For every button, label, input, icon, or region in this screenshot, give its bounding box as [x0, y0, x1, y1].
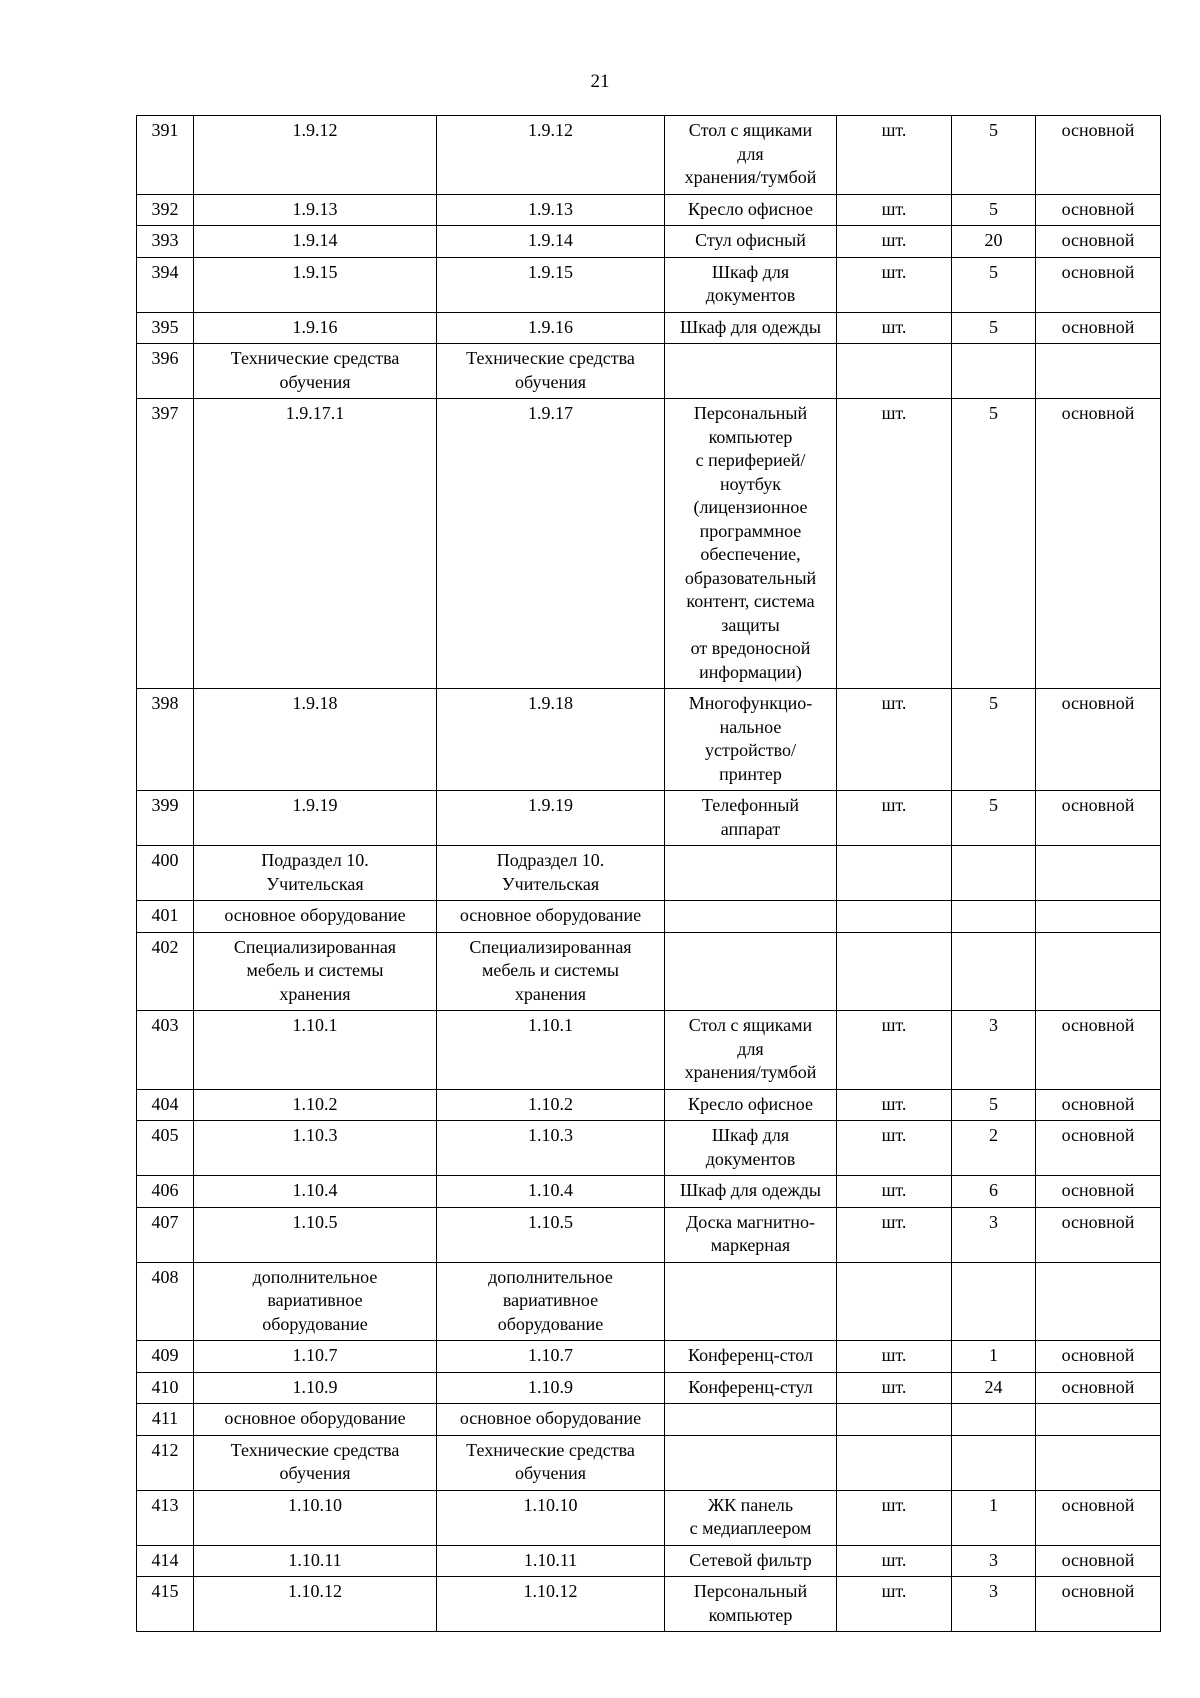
type-cell: основной [1036, 1577, 1161, 1632]
unit-cell: шт. [837, 116, 952, 195]
code-cell: дополнительное вариативное оборудование [194, 1262, 437, 1341]
table-row [137, 1577, 1161, 1632]
item-name-cell: Кресло офисное [665, 194, 837, 226]
quantity-cell [952, 932, 1036, 1011]
code-cell: 1.9.18 [194, 689, 437, 791]
unit-cell: шт. [837, 1089, 952, 1121]
unit-cell [837, 846, 952, 901]
item-name-cell: ЖК панель с медиаплеером [665, 1490, 837, 1545]
row-number-cell: 410 [137, 1372, 194, 1404]
equipment-table [136, 115, 1161, 1632]
quantity-cell: 3 [952, 1577, 1036, 1632]
code-cell: 1.10.3 [194, 1121, 437, 1176]
item-name-cell [665, 1262, 837, 1341]
unit-cell: шт. [837, 194, 952, 226]
code-cell: Специализированная мебель и системы хранения [437, 932, 665, 1011]
type-cell: основной [1036, 399, 1161, 689]
table-row [137, 116, 1161, 195]
row-number-cell: 407 [137, 1207, 194, 1262]
table-row [137, 1372, 1161, 1404]
item-name-cell: Конференц-стул [665, 1372, 837, 1404]
type-cell: основной [1036, 116, 1161, 195]
table-row [137, 226, 1161, 258]
code-cell: 1.10.5 [437, 1207, 665, 1262]
type-cell: основной [1036, 1121, 1161, 1176]
table-body [137, 116, 1161, 1632]
row-number-cell: 408 [137, 1262, 194, 1341]
table-row [137, 1011, 1161, 1090]
type-cell [1036, 1404, 1161, 1436]
code-cell: 1.10.2 [437, 1089, 665, 1121]
code-cell: 1.10.1 [194, 1011, 437, 1090]
unit-cell: шт. [837, 791, 952, 846]
code-cell: 1.9.14 [437, 226, 665, 258]
unit-cell: шт. [837, 1341, 952, 1373]
unit-cell: шт. [837, 1545, 952, 1577]
row-number-cell: 405 [137, 1121, 194, 1176]
row-number-cell: 398 [137, 689, 194, 791]
quantity-cell: 5 [952, 689, 1036, 791]
item-name-cell [665, 1435, 837, 1490]
table-row [137, 1545, 1161, 1577]
row-number-cell: 402 [137, 932, 194, 1011]
item-name-cell [665, 901, 837, 933]
item-name-cell [665, 846, 837, 901]
quantity-cell: 5 [952, 399, 1036, 689]
unit-cell: шт. [837, 1372, 952, 1404]
item-name-cell: Многофункцио- нальное устройство/ принтер [665, 689, 837, 791]
quantity-cell: 5 [952, 257, 1036, 312]
type-cell: основной [1036, 1089, 1161, 1121]
item-name-cell: Доска магнитно- маркерная [665, 1207, 837, 1262]
unit-cell: шт. [837, 257, 952, 312]
code-cell: 1.9.14 [194, 226, 437, 258]
code-cell: Подраздел 10. Учительская [194, 846, 437, 901]
quantity-cell [952, 1404, 1036, 1436]
row-number-cell: 401 [137, 901, 194, 933]
quantity-cell: 6 [952, 1176, 1036, 1208]
item-name-cell: Сетевой фильтр [665, 1545, 837, 1577]
code-cell: 1.9.16 [437, 312, 665, 344]
table-row [137, 257, 1161, 312]
code-cell: 1.9.19 [437, 791, 665, 846]
code-cell: 1.9.12 [194, 116, 437, 195]
row-number-cell: 411 [137, 1404, 194, 1436]
type-cell: основной [1036, 1490, 1161, 1545]
code-cell: 1.9.13 [437, 194, 665, 226]
unit-cell [837, 1404, 952, 1436]
row-number-cell: 396 [137, 344, 194, 399]
unit-cell [837, 344, 952, 399]
code-cell: Подраздел 10. Учительская [437, 846, 665, 901]
table-row [137, 1404, 1161, 1436]
type-cell: основной [1036, 194, 1161, 226]
quantity-cell: 24 [952, 1372, 1036, 1404]
unit-cell [837, 1435, 952, 1490]
code-cell: основное оборудование [194, 901, 437, 933]
code-cell: 1.10.7 [194, 1341, 437, 1373]
quantity-cell: 3 [952, 1011, 1036, 1090]
type-cell: основной [1036, 791, 1161, 846]
code-cell: основное оборудование [437, 1404, 665, 1436]
item-name-cell: Стол с ящиками для хранения/тумбой [665, 1011, 837, 1090]
quantity-cell: 2 [952, 1121, 1036, 1176]
table-row [137, 1341, 1161, 1373]
quantity-cell [952, 344, 1036, 399]
type-cell [1036, 344, 1161, 399]
type-cell: основной [1036, 1545, 1161, 1577]
row-number-cell: 395 [137, 312, 194, 344]
code-cell: 1.10.1 [437, 1011, 665, 1090]
item-name-cell: Телефонный аппарат [665, 791, 837, 846]
table-row [137, 1262, 1161, 1341]
quantity-cell: 1 [952, 1490, 1036, 1545]
row-number-cell: 393 [137, 226, 194, 258]
unit-cell: шт. [837, 1207, 952, 1262]
code-cell: 1.9.19 [194, 791, 437, 846]
unit-cell: шт. [837, 1011, 952, 1090]
row-number-cell: 404 [137, 1089, 194, 1121]
type-cell: основной [1036, 226, 1161, 258]
table-row [137, 1490, 1161, 1545]
code-cell: 1.9.15 [437, 257, 665, 312]
code-cell: 1.10.12 [437, 1577, 665, 1632]
unit-cell: шт. [837, 1490, 952, 1545]
type-cell: основной [1036, 1341, 1161, 1373]
code-cell: 1.9.18 [437, 689, 665, 791]
code-cell: основное оборудование [194, 1404, 437, 1436]
code-cell: Технические средства обучения [437, 1435, 665, 1490]
type-cell [1036, 846, 1161, 901]
quantity-cell [952, 901, 1036, 933]
type-cell: основной [1036, 1207, 1161, 1262]
item-name-cell: Стол с ящиками для хранения/тумбой [665, 116, 837, 195]
type-cell: основной [1036, 1372, 1161, 1404]
code-cell: 1.10.9 [194, 1372, 437, 1404]
row-number-cell: 392 [137, 194, 194, 226]
item-name-cell: Шкаф для одежды [665, 1176, 837, 1208]
unit-cell: шт. [837, 399, 952, 689]
row-number-cell: 413 [137, 1490, 194, 1545]
code-cell: 1.10.9 [437, 1372, 665, 1404]
code-cell: 1.9.15 [194, 257, 437, 312]
type-cell: основной [1036, 1011, 1161, 1090]
table-row [137, 932, 1161, 1011]
code-cell: 1.10.7 [437, 1341, 665, 1373]
code-cell: 1.9.17.1 [194, 399, 437, 689]
quantity-cell [952, 846, 1036, 901]
code-cell: 1.10.5 [194, 1207, 437, 1262]
type-cell: основной [1036, 312, 1161, 344]
item-name-cell: Шкаф для одежды [665, 312, 837, 344]
table-row [137, 1121, 1161, 1176]
code-cell: 1.9.16 [194, 312, 437, 344]
item-name-cell [665, 932, 837, 1011]
type-cell [1036, 932, 1161, 1011]
code-cell: 1.9.13 [194, 194, 437, 226]
row-number-cell: 397 [137, 399, 194, 689]
item-name-cell: Конференц-стол [665, 1341, 837, 1373]
item-name-cell: Стул офисный [665, 226, 837, 258]
unit-cell: шт. [837, 1176, 952, 1208]
unit-cell: шт. [837, 689, 952, 791]
type-cell [1036, 1262, 1161, 1341]
code-cell: 1.9.17 [437, 399, 665, 689]
type-cell: основной [1036, 257, 1161, 312]
code-cell: 1.10.4 [194, 1176, 437, 1208]
row-number-cell: 403 [137, 1011, 194, 1090]
quantity-cell: 5 [952, 116, 1036, 195]
item-name-cell [665, 1404, 837, 1436]
unit-cell [837, 1262, 952, 1341]
code-cell: 1.10.12 [194, 1577, 437, 1632]
table-row [137, 399, 1161, 689]
item-name-cell: Персональный компьютер с периферией/ ноутбук (лицензионное программное обеспечение, образовательный контент, система защиты от вредоносной информации) [665, 399, 837, 689]
unit-cell [837, 901, 952, 933]
table-row [137, 689, 1161, 791]
table-row [137, 194, 1161, 226]
code-cell: Технические средства обучения [194, 344, 437, 399]
quantity-cell: 5 [952, 791, 1036, 846]
table-row [137, 791, 1161, 846]
table-row [137, 344, 1161, 399]
code-cell: 1.10.11 [437, 1545, 665, 1577]
type-cell: основной [1036, 1176, 1161, 1208]
unit-cell [837, 932, 952, 1011]
quantity-cell: 1 [952, 1341, 1036, 1373]
unit-cell: шт. [837, 1121, 952, 1176]
row-number-cell: 409 [137, 1341, 194, 1373]
type-cell: основной [1036, 689, 1161, 791]
row-number-cell: 412 [137, 1435, 194, 1490]
row-number-cell: 394 [137, 257, 194, 312]
quantity-cell: 5 [952, 1089, 1036, 1121]
type-cell [1036, 901, 1161, 933]
code-cell: Технические средства обучения [194, 1435, 437, 1490]
quantity-cell [952, 1262, 1036, 1341]
quantity-cell: 5 [952, 194, 1036, 226]
unit-cell: шт. [837, 312, 952, 344]
code-cell: 1.9.12 [437, 116, 665, 195]
code-cell: 1.10.10 [437, 1490, 665, 1545]
item-name-cell: Персональный компьютер [665, 1577, 837, 1632]
code-cell: Технические средства обучения [437, 344, 665, 399]
row-number-cell: 406 [137, 1176, 194, 1208]
type-cell [1036, 1435, 1161, 1490]
code-cell: 1.10.3 [437, 1121, 665, 1176]
unit-cell: шт. [837, 226, 952, 258]
item-name-cell: Шкаф для документов [665, 1121, 837, 1176]
table-row [137, 901, 1161, 933]
code-cell: 1.10.10 [194, 1490, 437, 1545]
row-number-cell: 415 [137, 1577, 194, 1632]
table-row [137, 1176, 1161, 1208]
row-number-cell: 400 [137, 846, 194, 901]
row-number-cell: 391 [137, 116, 194, 195]
code-cell: основное оборудование [437, 901, 665, 933]
code-cell: дополнительное вариативное оборудование [437, 1262, 665, 1341]
quantity-cell: 20 [952, 226, 1036, 258]
code-cell: 1.10.2 [194, 1089, 437, 1121]
code-cell: Специализированная мебель и системы хранения [194, 932, 437, 1011]
code-cell: 1.10.4 [437, 1176, 665, 1208]
quantity-cell: 3 [952, 1207, 1036, 1262]
item-name-cell: Кресло офисное [665, 1089, 837, 1121]
table-row [137, 846, 1161, 901]
item-name-cell: Шкаф для документов [665, 257, 837, 312]
row-number-cell: 414 [137, 1545, 194, 1577]
quantity-cell: 3 [952, 1545, 1036, 1577]
row-number-cell: 399 [137, 791, 194, 846]
item-name-cell [665, 344, 837, 399]
table-row [137, 312, 1161, 344]
code-cell: 1.10.11 [194, 1545, 437, 1577]
quantity-cell [952, 1435, 1036, 1490]
table-row [137, 1089, 1161, 1121]
table-row [137, 1435, 1161, 1490]
quantity-cell: 5 [952, 312, 1036, 344]
table-row [137, 1207, 1161, 1262]
unit-cell: шт. [837, 1577, 952, 1632]
page-number: 21 [590, 71, 610, 92]
